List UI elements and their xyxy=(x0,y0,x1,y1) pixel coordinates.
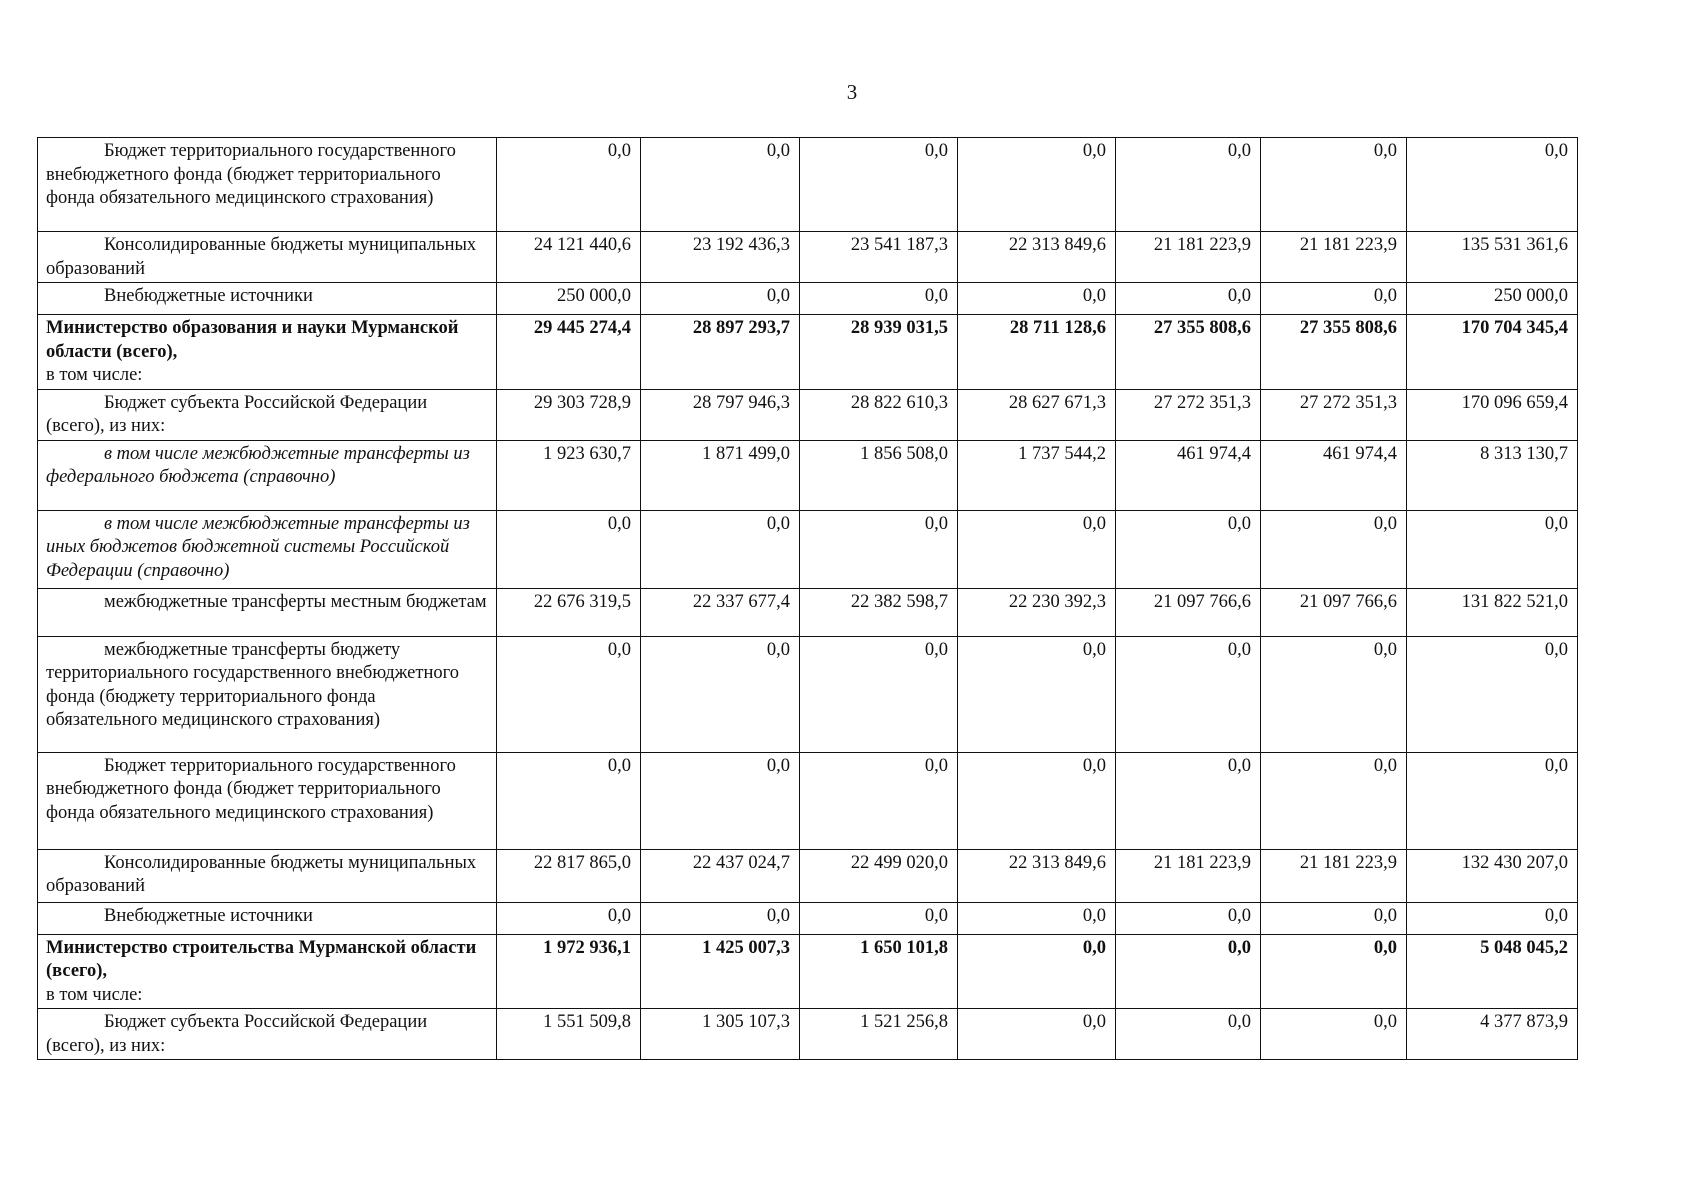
value-cell: 170 704 345,4 xyxy=(1407,315,1578,390)
value-cell: 1 737 544,2 xyxy=(958,440,1116,510)
table-row xyxy=(38,1009,1578,1060)
value-cell: 24 121 440,6 xyxy=(497,232,641,283)
value-cell: 0,0 xyxy=(1407,636,1578,752)
row-label-cell xyxy=(38,752,497,849)
value-cell: 1 425 007,3 xyxy=(641,934,800,1009)
row-label-cell xyxy=(38,636,497,752)
value-cell: 0,0 xyxy=(958,934,1116,1009)
value-cell: 1 856 508,0 xyxy=(800,440,958,510)
table-row xyxy=(38,636,1578,752)
value-cell: 170 096 659,4 xyxy=(1407,389,1578,440)
table-row xyxy=(38,752,1578,849)
value-cell: 0,0 xyxy=(800,752,958,849)
value-cell: 0,0 xyxy=(1261,1009,1407,1060)
value-cell: 1 650 101,8 xyxy=(800,934,958,1009)
value-cell: 8 313 130,7 xyxy=(1407,440,1578,510)
page-number: 3 xyxy=(846,80,858,104)
value-cell: 22 437 024,7 xyxy=(641,849,800,902)
value-cell: 1 923 630,7 xyxy=(497,440,641,510)
row-label-cell xyxy=(38,934,497,1009)
value-cell: 28 822 610,3 xyxy=(800,389,958,440)
value-cell: 0,0 xyxy=(1116,283,1261,315)
table-row xyxy=(38,849,1578,902)
value-cell: 135 531 361,6 xyxy=(1407,232,1578,283)
value-cell: 21 097 766,6 xyxy=(1116,588,1261,636)
row-label-cell xyxy=(38,440,497,510)
value-cell: 29 303 728,9 xyxy=(497,389,641,440)
value-cell: 28 711 128,6 xyxy=(958,315,1116,390)
value-cell: 0,0 xyxy=(1116,934,1261,1009)
value-cell: 21 181 223,9 xyxy=(1116,232,1261,283)
value-cell: 22 817 865,0 xyxy=(497,849,641,902)
row-label-cell xyxy=(38,315,497,390)
value-cell: 0,0 xyxy=(497,138,641,232)
value-cell: 28 797 946,3 xyxy=(641,389,800,440)
value-cell: 0,0 xyxy=(641,902,800,934)
value-cell: 0,0 xyxy=(497,902,641,934)
row-label: Внебюджетные источники xyxy=(104,905,313,926)
value-cell: 22 230 392,3 xyxy=(958,588,1116,636)
value-cell: 23 192 436,3 xyxy=(641,232,800,283)
table-row xyxy=(38,440,1578,510)
value-cell: 23 541 187,3 xyxy=(800,232,958,283)
value-cell: 21 181 223,9 xyxy=(1261,849,1407,902)
row-label-cell xyxy=(38,138,497,232)
table-row xyxy=(38,232,1578,283)
row-label: Бюджет территориального государственного внебюджетного фонда (бюджет территориального фонда обязательного медицинского страхования) xyxy=(46,755,456,823)
value-cell: 27 355 808,6 xyxy=(1116,315,1261,390)
value-cell: 28 627 671,3 xyxy=(958,389,1116,440)
value-cell: 1 871 499,0 xyxy=(641,440,800,510)
table-row xyxy=(38,510,1578,588)
value-cell: 0,0 xyxy=(641,138,800,232)
value-cell: 22 676 319,5 xyxy=(497,588,641,636)
value-cell: 0,0 xyxy=(1116,1009,1261,1060)
value-cell: 22 382 598,7 xyxy=(800,588,958,636)
row-label-cell xyxy=(38,389,497,440)
value-cell: 0,0 xyxy=(1116,902,1261,934)
row-label: Министерство образования и науки Мурманской области (всего), xyxy=(46,318,459,362)
budget-table xyxy=(37,137,1578,1060)
table-row xyxy=(38,902,1578,934)
value-cell: 0,0 xyxy=(1116,752,1261,849)
value-cell: 27 355 808,6 xyxy=(1261,315,1407,390)
value-cell: 0,0 xyxy=(1261,283,1407,315)
row-label-cell xyxy=(38,849,497,902)
value-cell: 27 272 351,3 xyxy=(1261,389,1407,440)
row-label: Бюджет территориального государственного внебюджетного фонда (бюджет территориального фонда обязательного медицинского страхования) xyxy=(46,141,456,208)
value-cell: 0,0 xyxy=(641,752,800,849)
row-label: Бюджет субъекта Российской Федерации (всего), из них: xyxy=(46,392,428,436)
value-cell: 461 974,4 xyxy=(1116,440,1261,510)
value-cell: 1 551 509,8 xyxy=(497,1009,641,1060)
value-cell: 250 000,0 xyxy=(497,283,641,315)
value-cell: 132 430 207,0 xyxy=(1407,849,1578,902)
value-cell: 22 313 849,6 xyxy=(958,849,1116,902)
row-label: Бюджет субъекта Российской Федерации (всего), из них: xyxy=(46,1012,428,1056)
value-cell: 0,0 xyxy=(497,752,641,849)
value-cell: 0,0 xyxy=(1407,510,1578,588)
table-row xyxy=(38,588,1578,636)
value-cell: 0,0 xyxy=(1116,636,1261,752)
value-cell: 0,0 xyxy=(1261,510,1407,588)
value-cell: 1 305 107,3 xyxy=(641,1009,800,1060)
row-label-cell xyxy=(38,1009,497,1060)
row-label-cell xyxy=(38,902,497,934)
table-row xyxy=(38,283,1578,315)
row-label-cell xyxy=(38,510,497,588)
value-cell: 5 048 045,2 xyxy=(1407,934,1578,1009)
value-cell: 0,0 xyxy=(958,1009,1116,1060)
value-cell: 0,0 xyxy=(641,283,800,315)
value-cell: 0,0 xyxy=(1116,138,1261,232)
value-cell: 4 377 873,9 xyxy=(1407,1009,1578,1060)
row-label: межбюджетные трансферты бюджету территориального государственного внебюджетного фонда (бюджету территориального фонда обязательного медицинского страхования) xyxy=(46,639,459,730)
value-cell: 22 313 849,6 xyxy=(958,232,1116,283)
row-label-cell xyxy=(38,232,497,283)
table-row xyxy=(38,138,1578,232)
value-cell: 131 822 521,0 xyxy=(1407,588,1578,636)
value-cell: 0,0 xyxy=(800,510,958,588)
value-cell: 0,0 xyxy=(1407,902,1578,934)
value-cell: 22 337 677,4 xyxy=(641,588,800,636)
row-label: межбюджетные трансферты местным бюджетам xyxy=(104,591,487,612)
value-cell: 0,0 xyxy=(641,510,800,588)
value-cell: 0,0 xyxy=(641,636,800,752)
value-cell: 0,0 xyxy=(800,138,958,232)
value-cell: 0,0 xyxy=(958,510,1116,588)
row-sublabel: в том числе: xyxy=(46,365,143,385)
value-cell: 0,0 xyxy=(800,283,958,315)
row-label: Консолидированные бюджеты муниципальных образований xyxy=(46,235,477,279)
row-label-cell xyxy=(38,588,497,636)
row-label: в том числе межбюджетные трансферты из федерального бюджета (справочно) xyxy=(46,443,470,487)
value-cell: 0,0 xyxy=(1261,752,1407,849)
row-label: Консолидированные бюджеты муниципальных образований xyxy=(46,852,477,896)
value-cell: 21 181 223,9 xyxy=(1116,849,1261,902)
value-cell: 21 097 766,6 xyxy=(1261,588,1407,636)
value-cell: 0,0 xyxy=(958,636,1116,752)
row-label: Внебюджетные источники xyxy=(104,286,313,306)
value-cell: 22 499 020,0 xyxy=(800,849,958,902)
value-cell: 0,0 xyxy=(958,283,1116,315)
value-cell: 0,0 xyxy=(958,752,1116,849)
value-cell: 0,0 xyxy=(1261,636,1407,752)
value-cell: 0,0 xyxy=(958,902,1116,934)
value-cell: 0,0 xyxy=(497,510,641,588)
value-cell: 29 445 274,4 xyxy=(497,315,641,390)
value-cell: 0,0 xyxy=(1407,752,1578,849)
table-row xyxy=(38,389,1578,440)
row-label: в том числе межбюджетные трансферты из иных бюджетов бюджетной системы Российской Федерации (справочно) xyxy=(46,513,470,581)
value-cell: 250 000,0 xyxy=(1407,283,1578,315)
value-cell: 0,0 xyxy=(1261,902,1407,934)
value-cell: 21 181 223,9 xyxy=(1261,232,1407,283)
value-cell: 0,0 xyxy=(958,138,1116,232)
row-sublabel: в том числе: xyxy=(46,984,143,1005)
value-cell: 28 897 293,7 xyxy=(641,315,800,390)
value-cell: 461 974,4 xyxy=(1261,440,1407,510)
value-cell: 0,0 xyxy=(1261,934,1407,1009)
value-cell: 0,0 xyxy=(1116,510,1261,588)
value-cell: 0,0 xyxy=(497,636,641,752)
value-cell: 0,0 xyxy=(800,636,958,752)
value-cell: 28 939 031,5 xyxy=(800,315,958,390)
value-cell: 1 972 936,1 xyxy=(497,934,641,1009)
value-cell: 1 521 256,8 xyxy=(800,1009,958,1060)
value-cell: 0,0 xyxy=(1407,138,1578,232)
row-label: Министерство строительства Мурманской области (всего), xyxy=(46,937,477,981)
value-cell: 0,0 xyxy=(1261,138,1407,232)
table-row xyxy=(38,934,1578,1009)
row-label-cell xyxy=(38,283,497,315)
value-cell: 27 272 351,3 xyxy=(1116,389,1261,440)
value-cell: 0,0 xyxy=(800,902,958,934)
table-row xyxy=(38,315,1578,390)
